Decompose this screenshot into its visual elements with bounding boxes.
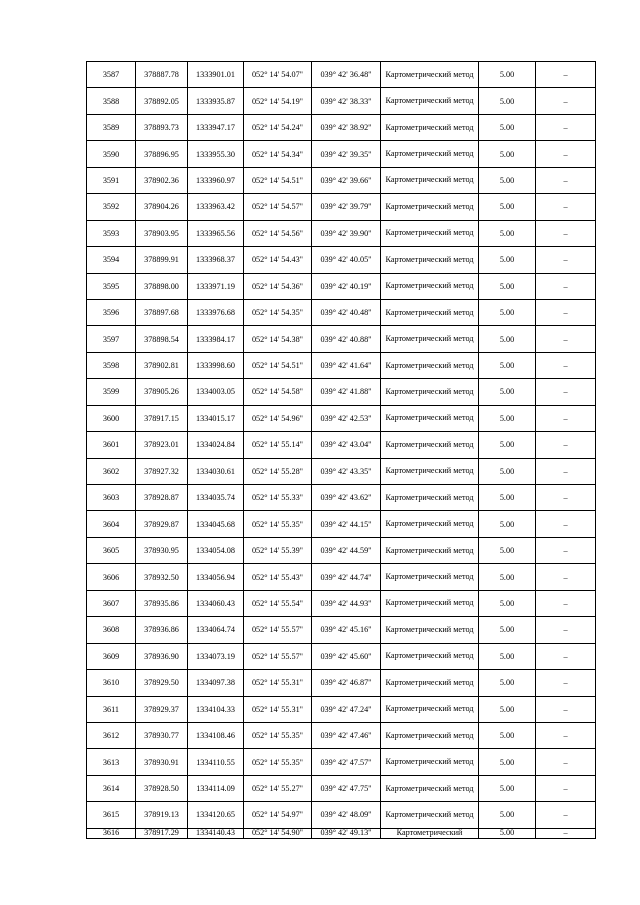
y-coordinate-cell: 1334045.68 <box>188 511 244 537</box>
point-number-cell: 3614 <box>87 775 136 801</box>
accuracy-cell: 5.00 <box>479 485 536 511</box>
longitude-cell: 039° 42' 41.88" <box>312 379 381 405</box>
table-row <box>87 326 596 352</box>
table-row <box>87 220 596 246</box>
latitude-cell: 052° 14' 55.39" <box>244 537 312 563</box>
y-coordinate-cell: 1334108.46 <box>188 722 244 748</box>
accuracy-cell: 5.00 <box>479 537 536 563</box>
x-coordinate-cell: 378929.37 <box>136 696 188 722</box>
point-number-cell: 3606 <box>87 564 136 590</box>
y-coordinate-cell: 1333960.97 <box>188 167 244 193</box>
y-coordinate-cell: 1334110.55 <box>188 749 244 775</box>
accuracy-cell: 5.00 <box>479 696 536 722</box>
point-number-cell: 3594 <box>87 247 136 273</box>
accuracy-cell: 5.00 <box>479 167 536 193</box>
latitude-cell: 052° 14' 54.24" <box>244 114 312 140</box>
note-cell: – <box>536 775 596 801</box>
table-row <box>87 485 596 511</box>
note-cell: – <box>536 273 596 299</box>
y-coordinate-cell: 1333935.87 <box>188 88 244 114</box>
coordinates-table-body <box>87 62 596 839</box>
note-cell: – <box>536 326 596 352</box>
longitude-cell: 039° 42' 44.59" <box>312 537 381 563</box>
y-coordinate-cell: 1334104.33 <box>188 696 244 722</box>
latitude-cell: 052° 14' 54.34" <box>244 141 312 167</box>
table-row <box>87 511 596 537</box>
x-coordinate-cell: 378930.77 <box>136 722 188 748</box>
y-coordinate-cell: 1334140.43 <box>188 828 244 838</box>
point-number-cell: 3613 <box>87 749 136 775</box>
latitude-cell: 052° 14' 55.35" <box>244 749 312 775</box>
x-coordinate-cell: 378919.13 <box>136 802 188 828</box>
x-coordinate-cell: 378903.95 <box>136 220 188 246</box>
table-row <box>87 88 596 114</box>
accuracy-cell: 5.00 <box>479 432 536 458</box>
method-cell: Картометрический метод <box>381 194 479 220</box>
x-coordinate-cell: 378902.36 <box>136 167 188 193</box>
y-coordinate-cell: 1333984.17 <box>188 326 244 352</box>
accuracy-cell: 5.00 <box>479 299 536 325</box>
x-coordinate-cell: 378929.87 <box>136 511 188 537</box>
y-coordinate-cell: 1333968.37 <box>188 247 244 273</box>
y-coordinate-cell: 1333998.60 <box>188 352 244 378</box>
latitude-cell: 052° 14' 55.43" <box>244 564 312 590</box>
accuracy-cell: 5.00 <box>479 590 536 616</box>
y-coordinate-cell: 1334114.09 <box>188 775 244 801</box>
point-number-cell: 3612 <box>87 722 136 748</box>
table-row <box>87 299 596 325</box>
table-row <box>87 696 596 722</box>
table-row <box>87 247 596 273</box>
table-row <box>87 141 596 167</box>
x-coordinate-cell: 378892.05 <box>136 88 188 114</box>
note-cell: – <box>536 511 596 537</box>
note-cell: – <box>536 62 596 88</box>
x-coordinate-cell: 378917.15 <box>136 405 188 431</box>
note-cell: – <box>536 696 596 722</box>
latitude-cell: 052° 14' 54.43" <box>244 247 312 273</box>
table-row <box>87 670 596 696</box>
x-coordinate-cell: 378897.68 <box>136 299 188 325</box>
method-cell: Картометрический метод <box>381 643 479 669</box>
x-coordinate-cell: 378896.95 <box>136 141 188 167</box>
method-cell: Картометрический метод <box>381 432 479 458</box>
longitude-cell: 039° 42' 39.79" <box>312 194 381 220</box>
method-cell: Картометрический метод <box>381 564 479 590</box>
note-cell: – <box>536 670 596 696</box>
latitude-cell: 052° 14' 55.27" <box>244 775 312 801</box>
longitude-cell: 039° 42' 48.09" <box>312 802 381 828</box>
longitude-cell: 039° 42' 43.04" <box>312 432 381 458</box>
table-row <box>87 749 596 775</box>
note-cell: – <box>536 828 596 838</box>
y-coordinate-cell: 1334030.61 <box>188 458 244 484</box>
table-row <box>87 617 596 643</box>
note-cell: – <box>536 167 596 193</box>
y-coordinate-cell: 1334024.84 <box>188 432 244 458</box>
accuracy-cell: 5.00 <box>479 88 536 114</box>
point-number-cell: 3601 <box>87 432 136 458</box>
note-cell: – <box>536 802 596 828</box>
note-cell: – <box>536 722 596 748</box>
y-coordinate-cell: 1334120.65 <box>188 802 244 828</box>
latitude-cell: 052° 14' 54.51" <box>244 352 312 378</box>
method-cell: Картометрический метод <box>381 379 479 405</box>
accuracy-cell: 5.00 <box>479 114 536 140</box>
x-coordinate-cell: 378930.91 <box>136 749 188 775</box>
latitude-cell: 052° 14' 54.19" <box>244 88 312 114</box>
note-cell: – <box>536 458 596 484</box>
method-cell: Картометрический метод <box>381 167 479 193</box>
accuracy-cell: 5.00 <box>479 247 536 273</box>
coordinates-table <box>86 61 596 839</box>
table-row <box>87 352 596 378</box>
accuracy-cell: 5.00 <box>479 405 536 431</box>
table-row <box>87 590 596 616</box>
y-coordinate-cell: 1334056.94 <box>188 564 244 590</box>
method-cell: Картометрический метод <box>381 326 479 352</box>
point-number-cell: 3608 <box>87 617 136 643</box>
point-number-cell: 3592 <box>87 194 136 220</box>
latitude-cell: 052° 14' 55.54" <box>244 590 312 616</box>
method-cell: Картометрический метод <box>381 220 479 246</box>
note-cell: – <box>536 643 596 669</box>
point-number-cell: 3591 <box>87 167 136 193</box>
longitude-cell: 039° 42' 40.88" <box>312 326 381 352</box>
accuracy-cell: 5.00 <box>479 617 536 643</box>
point-number-cell: 3610 <box>87 670 136 696</box>
note-cell: – <box>536 88 596 114</box>
method-cell: Картометрический метод <box>381 670 479 696</box>
y-coordinate-cell: 1334054.08 <box>188 537 244 563</box>
latitude-cell: 052° 14' 54.35" <box>244 299 312 325</box>
y-coordinate-cell: 1334064.74 <box>188 617 244 643</box>
point-number-cell: 3607 <box>87 590 136 616</box>
accuracy-cell: 5.00 <box>479 775 536 801</box>
accuracy-cell: 5.00 <box>479 141 536 167</box>
y-coordinate-cell: 1333901.01 <box>188 62 244 88</box>
y-coordinate-cell: 1333955.30 <box>188 141 244 167</box>
table-row <box>87 432 596 458</box>
point-number-cell: 3615 <box>87 802 136 828</box>
table-row <box>87 802 596 828</box>
x-coordinate-cell: 378936.90 <box>136 643 188 669</box>
table-row <box>87 273 596 299</box>
table-row <box>87 643 596 669</box>
latitude-cell: 052° 14' 54.90" <box>244 828 312 838</box>
method-cell: Картометрический метод <box>381 273 479 299</box>
table-row <box>87 775 596 801</box>
longitude-cell: 039° 42' 44.74" <box>312 564 381 590</box>
latitude-cell: 052° 14' 54.96" <box>244 405 312 431</box>
table-row <box>87 564 596 590</box>
accuracy-cell: 5.00 <box>479 379 536 405</box>
method-cell: Картометрический <box>381 828 479 838</box>
method-cell: Картометрический метод <box>381 352 479 378</box>
x-coordinate-cell: 378928.87 <box>136 485 188 511</box>
y-coordinate-cell: 1333965.56 <box>188 220 244 246</box>
point-number-cell: 3595 <box>87 273 136 299</box>
y-coordinate-cell: 1334097.38 <box>188 670 244 696</box>
method-cell: Картометрический метод <box>381 696 479 722</box>
point-number-cell: 3609 <box>87 643 136 669</box>
x-coordinate-cell: 378902.81 <box>136 352 188 378</box>
point-number-cell: 3598 <box>87 352 136 378</box>
table-row <box>87 828 596 838</box>
x-coordinate-cell: 378893.73 <box>136 114 188 140</box>
latitude-cell: 052° 14' 55.35" <box>244 511 312 537</box>
x-coordinate-cell: 378923.01 <box>136 432 188 458</box>
longitude-cell: 039° 42' 38.92" <box>312 114 381 140</box>
method-cell: Картометрический метод <box>381 247 479 273</box>
method-cell: Картометрический метод <box>381 485 479 511</box>
latitude-cell: 052° 14' 55.28" <box>244 458 312 484</box>
note-cell: – <box>536 379 596 405</box>
point-number-cell: 3590 <box>87 141 136 167</box>
x-coordinate-cell: 378928.50 <box>136 775 188 801</box>
y-coordinate-cell: 1333963.42 <box>188 194 244 220</box>
longitude-cell: 039° 42' 49.13" <box>312 828 381 838</box>
point-number-cell: 3602 <box>87 458 136 484</box>
note-cell: – <box>536 564 596 590</box>
accuracy-cell: 5.00 <box>479 62 536 88</box>
x-coordinate-cell: 378917.29 <box>136 828 188 838</box>
method-cell: Картометрический метод <box>381 511 479 537</box>
note-cell: – <box>536 485 596 511</box>
point-number-cell: 3600 <box>87 405 136 431</box>
latitude-cell: 052° 14' 55.35" <box>244 722 312 748</box>
longitude-cell: 039° 42' 45.60" <box>312 643 381 669</box>
accuracy-cell: 5.00 <box>479 722 536 748</box>
table-row <box>87 458 596 484</box>
latitude-cell: 052° 14' 54.36" <box>244 273 312 299</box>
accuracy-cell: 5.00 <box>479 352 536 378</box>
accuracy-cell: 5.00 <box>479 749 536 775</box>
table-row <box>87 405 596 431</box>
note-cell: – <box>536 590 596 616</box>
latitude-cell: 052° 14' 55.33" <box>244 485 312 511</box>
accuracy-cell: 5.00 <box>479 828 536 838</box>
latitude-cell: 052° 14' 54.07" <box>244 62 312 88</box>
method-cell: Картометрический метод <box>381 299 479 325</box>
table-row <box>87 722 596 748</box>
longitude-cell: 039° 42' 47.46" <box>312 722 381 748</box>
point-number-cell: 3599 <box>87 379 136 405</box>
method-cell: Картометрический метод <box>381 775 479 801</box>
y-coordinate-cell: 1334015.17 <box>188 405 244 431</box>
method-cell: Картометрический метод <box>381 590 479 616</box>
table-row <box>87 114 596 140</box>
x-coordinate-cell: 378929.50 <box>136 670 188 696</box>
x-coordinate-cell: 378898.54 <box>136 326 188 352</box>
point-number-cell: 3603 <box>87 485 136 511</box>
point-number-cell: 3593 <box>87 220 136 246</box>
note-cell: – <box>536 247 596 273</box>
longitude-cell: 039° 42' 43.35" <box>312 458 381 484</box>
x-coordinate-cell: 378927.32 <box>136 458 188 484</box>
table-row <box>87 537 596 563</box>
longitude-cell: 039° 42' 40.05" <box>312 247 381 273</box>
accuracy-cell: 5.00 <box>479 220 536 246</box>
longitude-cell: 039° 42' 41.64" <box>312 352 381 378</box>
longitude-cell: 039° 42' 46.87" <box>312 670 381 696</box>
longitude-cell: 039° 42' 44.93" <box>312 590 381 616</box>
latitude-cell: 052° 14' 54.51" <box>244 167 312 193</box>
latitude-cell: 052° 14' 54.58" <box>244 379 312 405</box>
y-coordinate-cell: 1334003.05 <box>188 379 244 405</box>
x-coordinate-cell: 378899.91 <box>136 247 188 273</box>
table-row <box>87 62 596 88</box>
longitude-cell: 039° 42' 44.15" <box>312 511 381 537</box>
latitude-cell: 052° 14' 55.14" <box>244 432 312 458</box>
longitude-cell: 039° 42' 38.33" <box>312 88 381 114</box>
longitude-cell: 039° 42' 40.48" <box>312 299 381 325</box>
longitude-cell: 039° 42' 42.53" <box>312 405 381 431</box>
method-cell: Картометрический метод <box>381 802 479 828</box>
x-coordinate-cell: 378930.95 <box>136 537 188 563</box>
method-cell: Картометрический метод <box>381 88 479 114</box>
note-cell: – <box>536 432 596 458</box>
y-coordinate-cell: 1333971.19 <box>188 273 244 299</box>
longitude-cell: 039° 42' 39.66" <box>312 167 381 193</box>
method-cell: Картометрический метод <box>381 62 479 88</box>
x-coordinate-cell: 378904.26 <box>136 194 188 220</box>
table-row <box>87 194 596 220</box>
accuracy-cell: 5.00 <box>479 670 536 696</box>
x-coordinate-cell: 378887.78 <box>136 62 188 88</box>
accuracy-cell: 5.00 <box>479 194 536 220</box>
note-cell: – <box>536 352 596 378</box>
method-cell: Картометрический метод <box>381 114 479 140</box>
note-cell: – <box>536 220 596 246</box>
x-coordinate-cell: 378936.86 <box>136 617 188 643</box>
latitude-cell: 052° 14' 55.31" <box>244 696 312 722</box>
latitude-cell: 052° 14' 55.57" <box>244 643 312 669</box>
note-cell: – <box>536 405 596 431</box>
point-number-cell: 3589 <box>87 114 136 140</box>
point-number-cell: 3611 <box>87 696 136 722</box>
longitude-cell: 039° 42' 47.24" <box>312 696 381 722</box>
longitude-cell: 039° 42' 43.62" <box>312 485 381 511</box>
longitude-cell: 039° 42' 45.16" <box>312 617 381 643</box>
table-row <box>87 379 596 405</box>
latitude-cell: 052° 14' 55.31" <box>244 670 312 696</box>
accuracy-cell: 5.00 <box>479 326 536 352</box>
point-number-cell: 3616 <box>87 828 136 838</box>
accuracy-cell: 5.00 <box>479 273 536 299</box>
method-cell: Картометрический метод <box>381 405 479 431</box>
x-coordinate-cell: 378932.50 <box>136 564 188 590</box>
accuracy-cell: 5.00 <box>479 511 536 537</box>
method-cell: Картометрический метод <box>381 537 479 563</box>
method-cell: Картометрический метод <box>381 458 479 484</box>
longitude-cell: 039° 42' 39.90" <box>312 220 381 246</box>
longitude-cell: 039° 42' 39.35" <box>312 141 381 167</box>
accuracy-cell: 5.00 <box>479 802 536 828</box>
note-cell: – <box>536 749 596 775</box>
point-number-cell: 3596 <box>87 299 136 325</box>
longitude-cell: 039° 42' 36.48" <box>312 62 381 88</box>
point-number-cell: 3604 <box>87 511 136 537</box>
x-coordinate-cell: 378905.26 <box>136 379 188 405</box>
method-cell: Картометрический метод <box>381 141 479 167</box>
latitude-cell: 052° 14' 54.97" <box>244 802 312 828</box>
y-coordinate-cell: 1334035.74 <box>188 485 244 511</box>
latitude-cell: 052° 14' 54.38" <box>244 326 312 352</box>
y-coordinate-cell: 1333976.68 <box>188 299 244 325</box>
point-number-cell: 3605 <box>87 537 136 563</box>
latitude-cell: 052° 14' 54.56" <box>244 220 312 246</box>
y-coordinate-cell: 1334073.19 <box>188 643 244 669</box>
point-number-cell: 3597 <box>87 326 136 352</box>
accuracy-cell: 5.00 <box>479 458 536 484</box>
x-coordinate-cell: 378898.00 <box>136 273 188 299</box>
note-cell: – <box>536 537 596 563</box>
x-coordinate-cell: 378935.86 <box>136 590 188 616</box>
point-number-cell: 3588 <box>87 88 136 114</box>
y-coordinate-cell: 1334060.43 <box>188 590 244 616</box>
method-cell: Картометрический метод <box>381 749 479 775</box>
accuracy-cell: 5.00 <box>479 564 536 590</box>
point-number-cell: 3587 <box>87 62 136 88</box>
latitude-cell: 052° 14' 54.57" <box>244 194 312 220</box>
note-cell: – <box>536 141 596 167</box>
method-cell: Картометрический метод <box>381 617 479 643</box>
accuracy-cell: 5.00 <box>479 643 536 669</box>
longitude-cell: 039° 42' 47.75" <box>312 775 381 801</box>
note-cell: – <box>536 114 596 140</box>
latitude-cell: 052° 14' 55.57" <box>244 617 312 643</box>
longitude-cell: 039° 42' 40.19" <box>312 273 381 299</box>
method-cell: Картометрический метод <box>381 722 479 748</box>
note-cell: – <box>536 617 596 643</box>
y-coordinate-cell: 1333947.17 <box>188 114 244 140</box>
note-cell: – <box>536 299 596 325</box>
longitude-cell: 039° 42' 47.57" <box>312 749 381 775</box>
note-cell: – <box>536 194 596 220</box>
table-row <box>87 167 596 193</box>
